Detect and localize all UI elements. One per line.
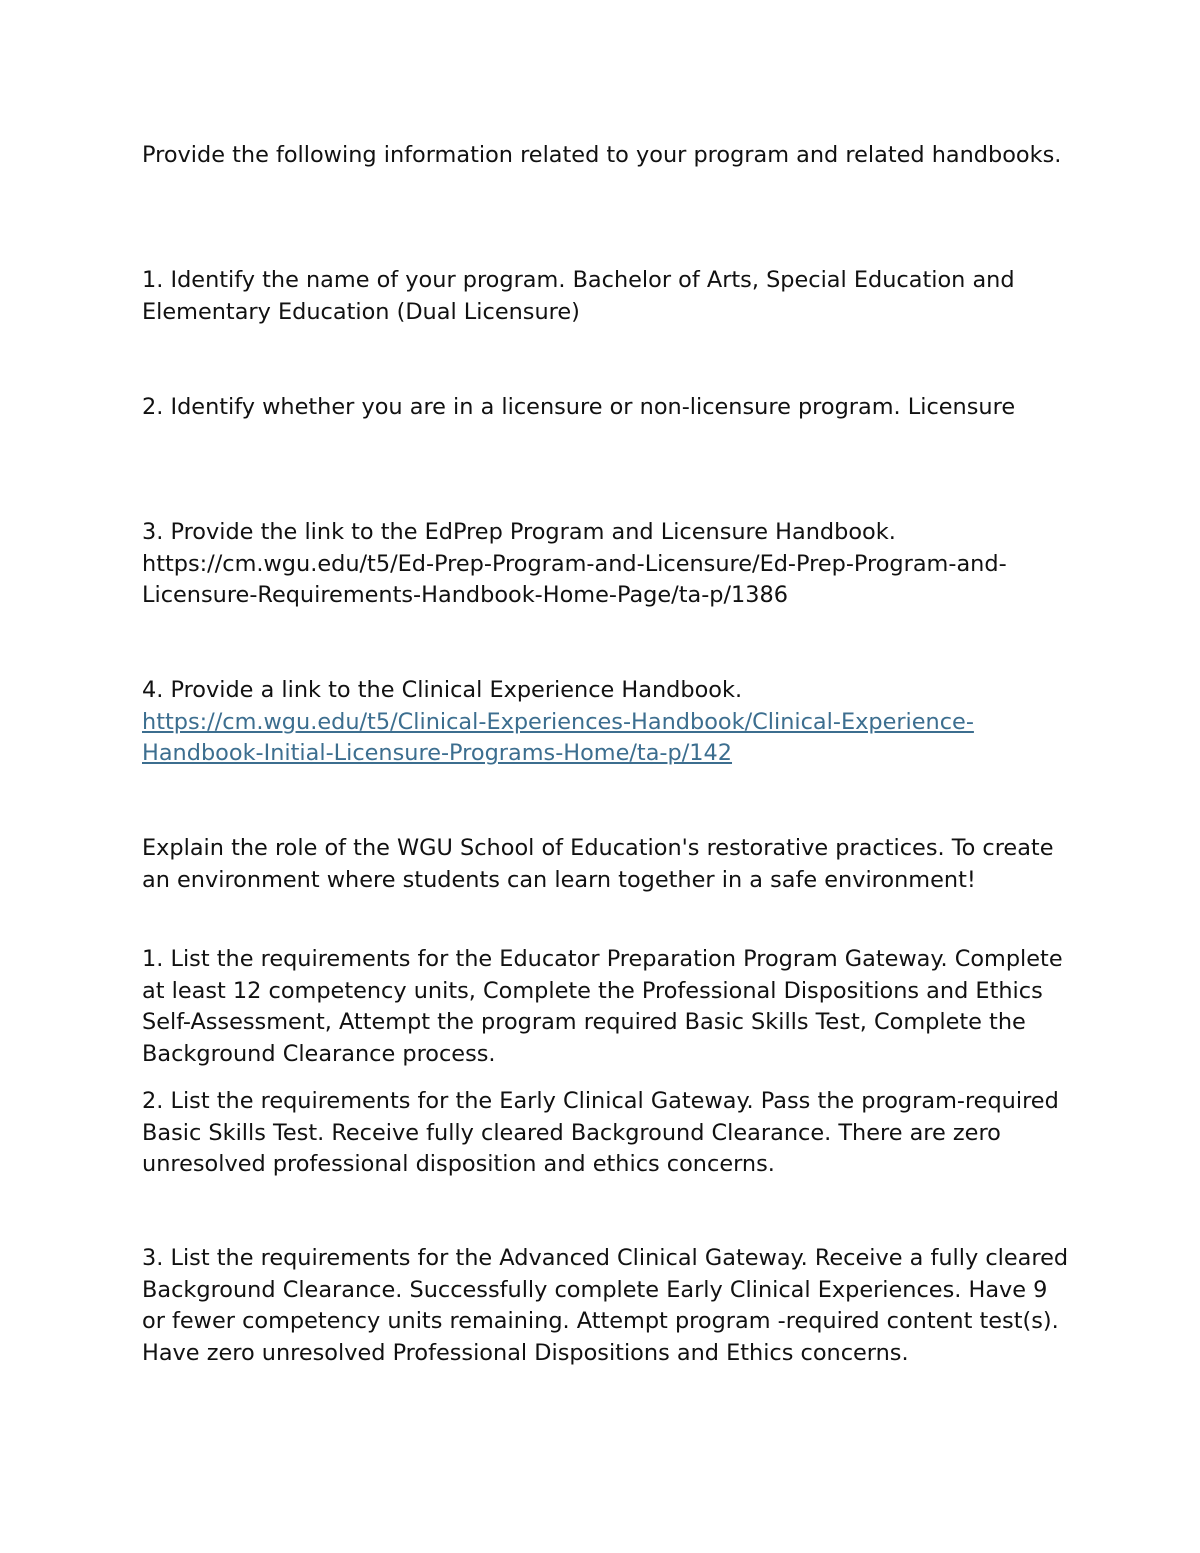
question-2-licensure-type: 2. Identify whether you are in a licensure or non-licensure program. Licensure bbox=[142, 394, 1016, 420]
clinical-handbook-link[interactable]: https://cm.wgu.edu/t5/Clinical-Experiences-Handbook/Clinical-Experience-Handbook-Initial-Licensure-Programs-Home/ta-p/142 bbox=[142, 708, 974, 766]
question-3-edprep-handbook bbox=[142, 517, 1072, 612]
question-1-program-name: 1. Identify the name of your program. Bachelor of Arts, Special Education and Elementary Education (Dual Licensure) bbox=[142, 267, 1015, 325]
gateway-2-requirements: 2. List the requirements for the Early Clinical Gateway. Pass the program-required Basic Skills Test. Receive fully cleared Background Clearance. There are zero unresolved professional disposition and ethics concerns. bbox=[142, 1088, 1059, 1177]
question-4-prompt: 4. Provide a link to the Clinical Experience Handbook. bbox=[142, 677, 743, 703]
gateway-3-requirements: 3. List the requirements for the Advanced Clinical Gateway. Receive a fully cleared Background Clearance. Successfully complete Early Clinical Experiences. Have 9 or fewer competency units remaining. Attempt program -required content test(s). Have zero unresolved Professional Dispositions and Ethics concerns. bbox=[142, 1245, 1069, 1366]
intro-paragraph: Provide the following information related to your program and related handbooks. bbox=[142, 142, 1062, 168]
question-3-url: https://cm.wgu.edu/t5/Ed-Prep-Program-and-Licensure/Ed-Prep-Program-and-Licensure-Requirements-Handbook-Home-Page/ta-p/1386 bbox=[142, 550, 1007, 608]
restorative-practices-paragraph: Explain the role of the WGU School of Education's restorative practices. To create an environment where students can learn together in a safe environment! bbox=[142, 835, 1054, 893]
question-3-prompt: 3. Provide the link to the EdPrep Program and Licensure Handbook. bbox=[142, 519, 896, 545]
gateway-1-requirements: 1. List the requirements for the Educator Preparation Program Gateway. Complete at least 12 competency units, Complete the Professional Dispositions and Ethics Self-Assessment, Attempt the program required Basic Skills Test, Complete the Background Clearance process. bbox=[142, 946, 1063, 1067]
question-4-clinical-handbook bbox=[142, 675, 1072, 770]
